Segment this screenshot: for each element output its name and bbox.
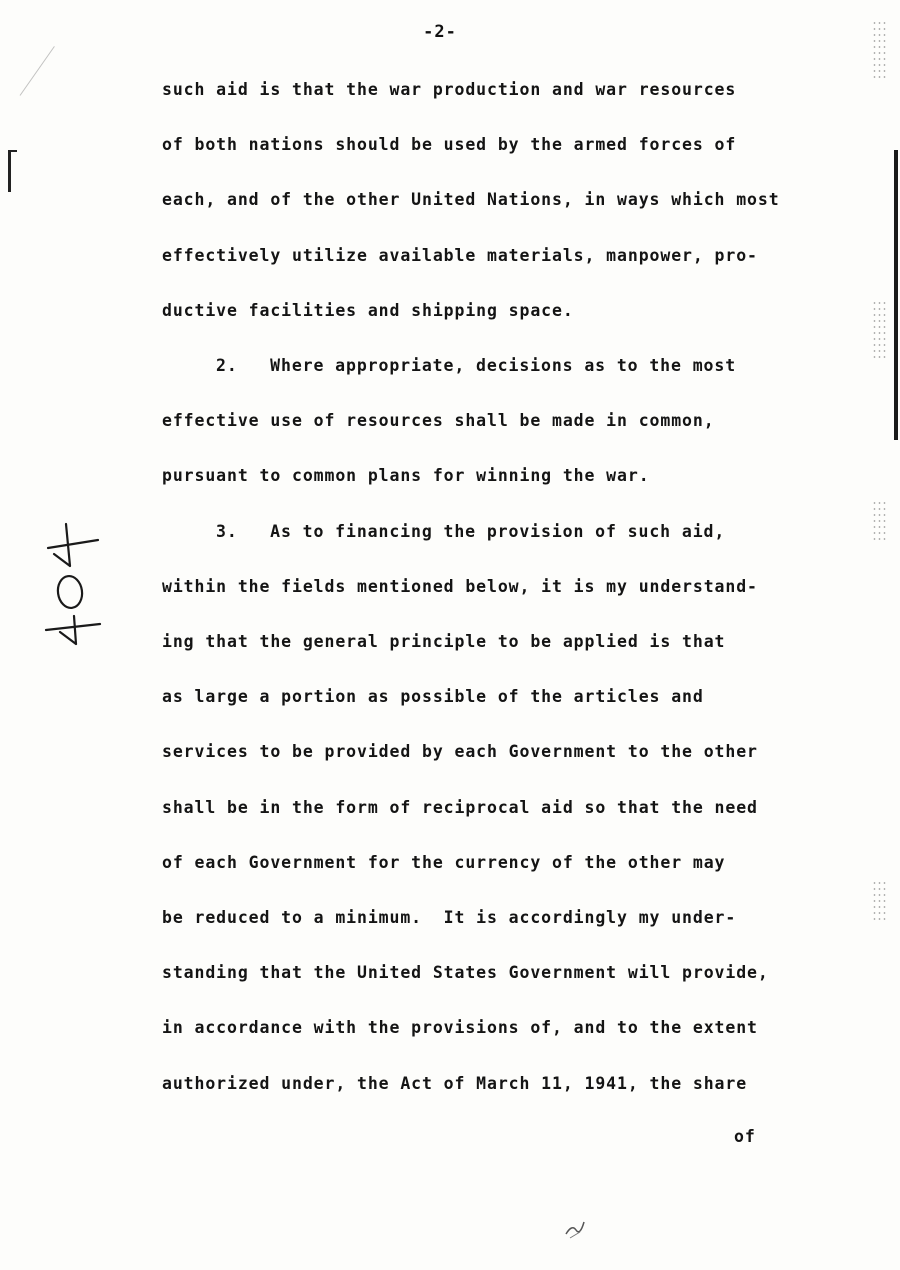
scan-right-edge-bar — [894, 150, 898, 440]
scan-diagonal-mark — [20, 46, 55, 96]
text-line: standing that the United States Government will provide, — [162, 963, 769, 983]
text-line: be reduced to a minimum. It is accordingly my under- — [162, 908, 737, 927]
text-line: such aid is that the war production and war resources — [162, 80, 737, 99]
scan-speckle — [872, 300, 886, 360]
handwritten-margin-annotation — [40, 520, 110, 650]
scan-edge-mark — [8, 150, 17, 192]
scan-speckle — [872, 880, 886, 920]
continuation-word: of — [734, 1127, 756, 1146]
scan-speckle — [872, 500, 886, 540]
text-line: ductive facilities and shipping space. — [162, 300, 574, 320]
text-line: services to be provided by each Government to the other — [162, 742, 758, 762]
text-line: effectively utilize available materials, manpower, pro- — [162, 245, 758, 265]
text-line: as large a portion as possible of the articles and — [162, 687, 704, 707]
text-line: shall be in the form of reciprocal aid so that the need — [162, 797, 758, 817]
scan-speckle — [872, 20, 886, 80]
text-line: within the fields mentioned below, it is my understand- — [162, 576, 758, 596]
text-line: each, and of the other United Nations, in ways which most — [162, 190, 780, 210]
text-line: authorized under, the Act of March 11, 1941, the share — [162, 1073, 748, 1093]
text-line: of both nations should be used by the armed forces of — [162, 135, 737, 155]
text-line: ing that the general principle to be applied is that — [162, 632, 726, 651]
paragraph-first-line: 3. As to financing the provision of such aid, — [216, 521, 726, 541]
page-number: -2- — [423, 22, 457, 42]
scan-smudge — [562, 1218, 588, 1240]
text-line: in accordance with the provisions of, and to the extent — [162, 1018, 758, 1038]
text-line: of each Government for the currency of the other may — [162, 852, 726, 872]
text-line: effective use of resources shall be made in common, — [162, 411, 715, 431]
paragraph-first-line: 2. Where appropriate, decisions as to the most — [216, 356, 737, 375]
text-line: pursuant to common plans for winning the war. — [162, 466, 650, 486]
